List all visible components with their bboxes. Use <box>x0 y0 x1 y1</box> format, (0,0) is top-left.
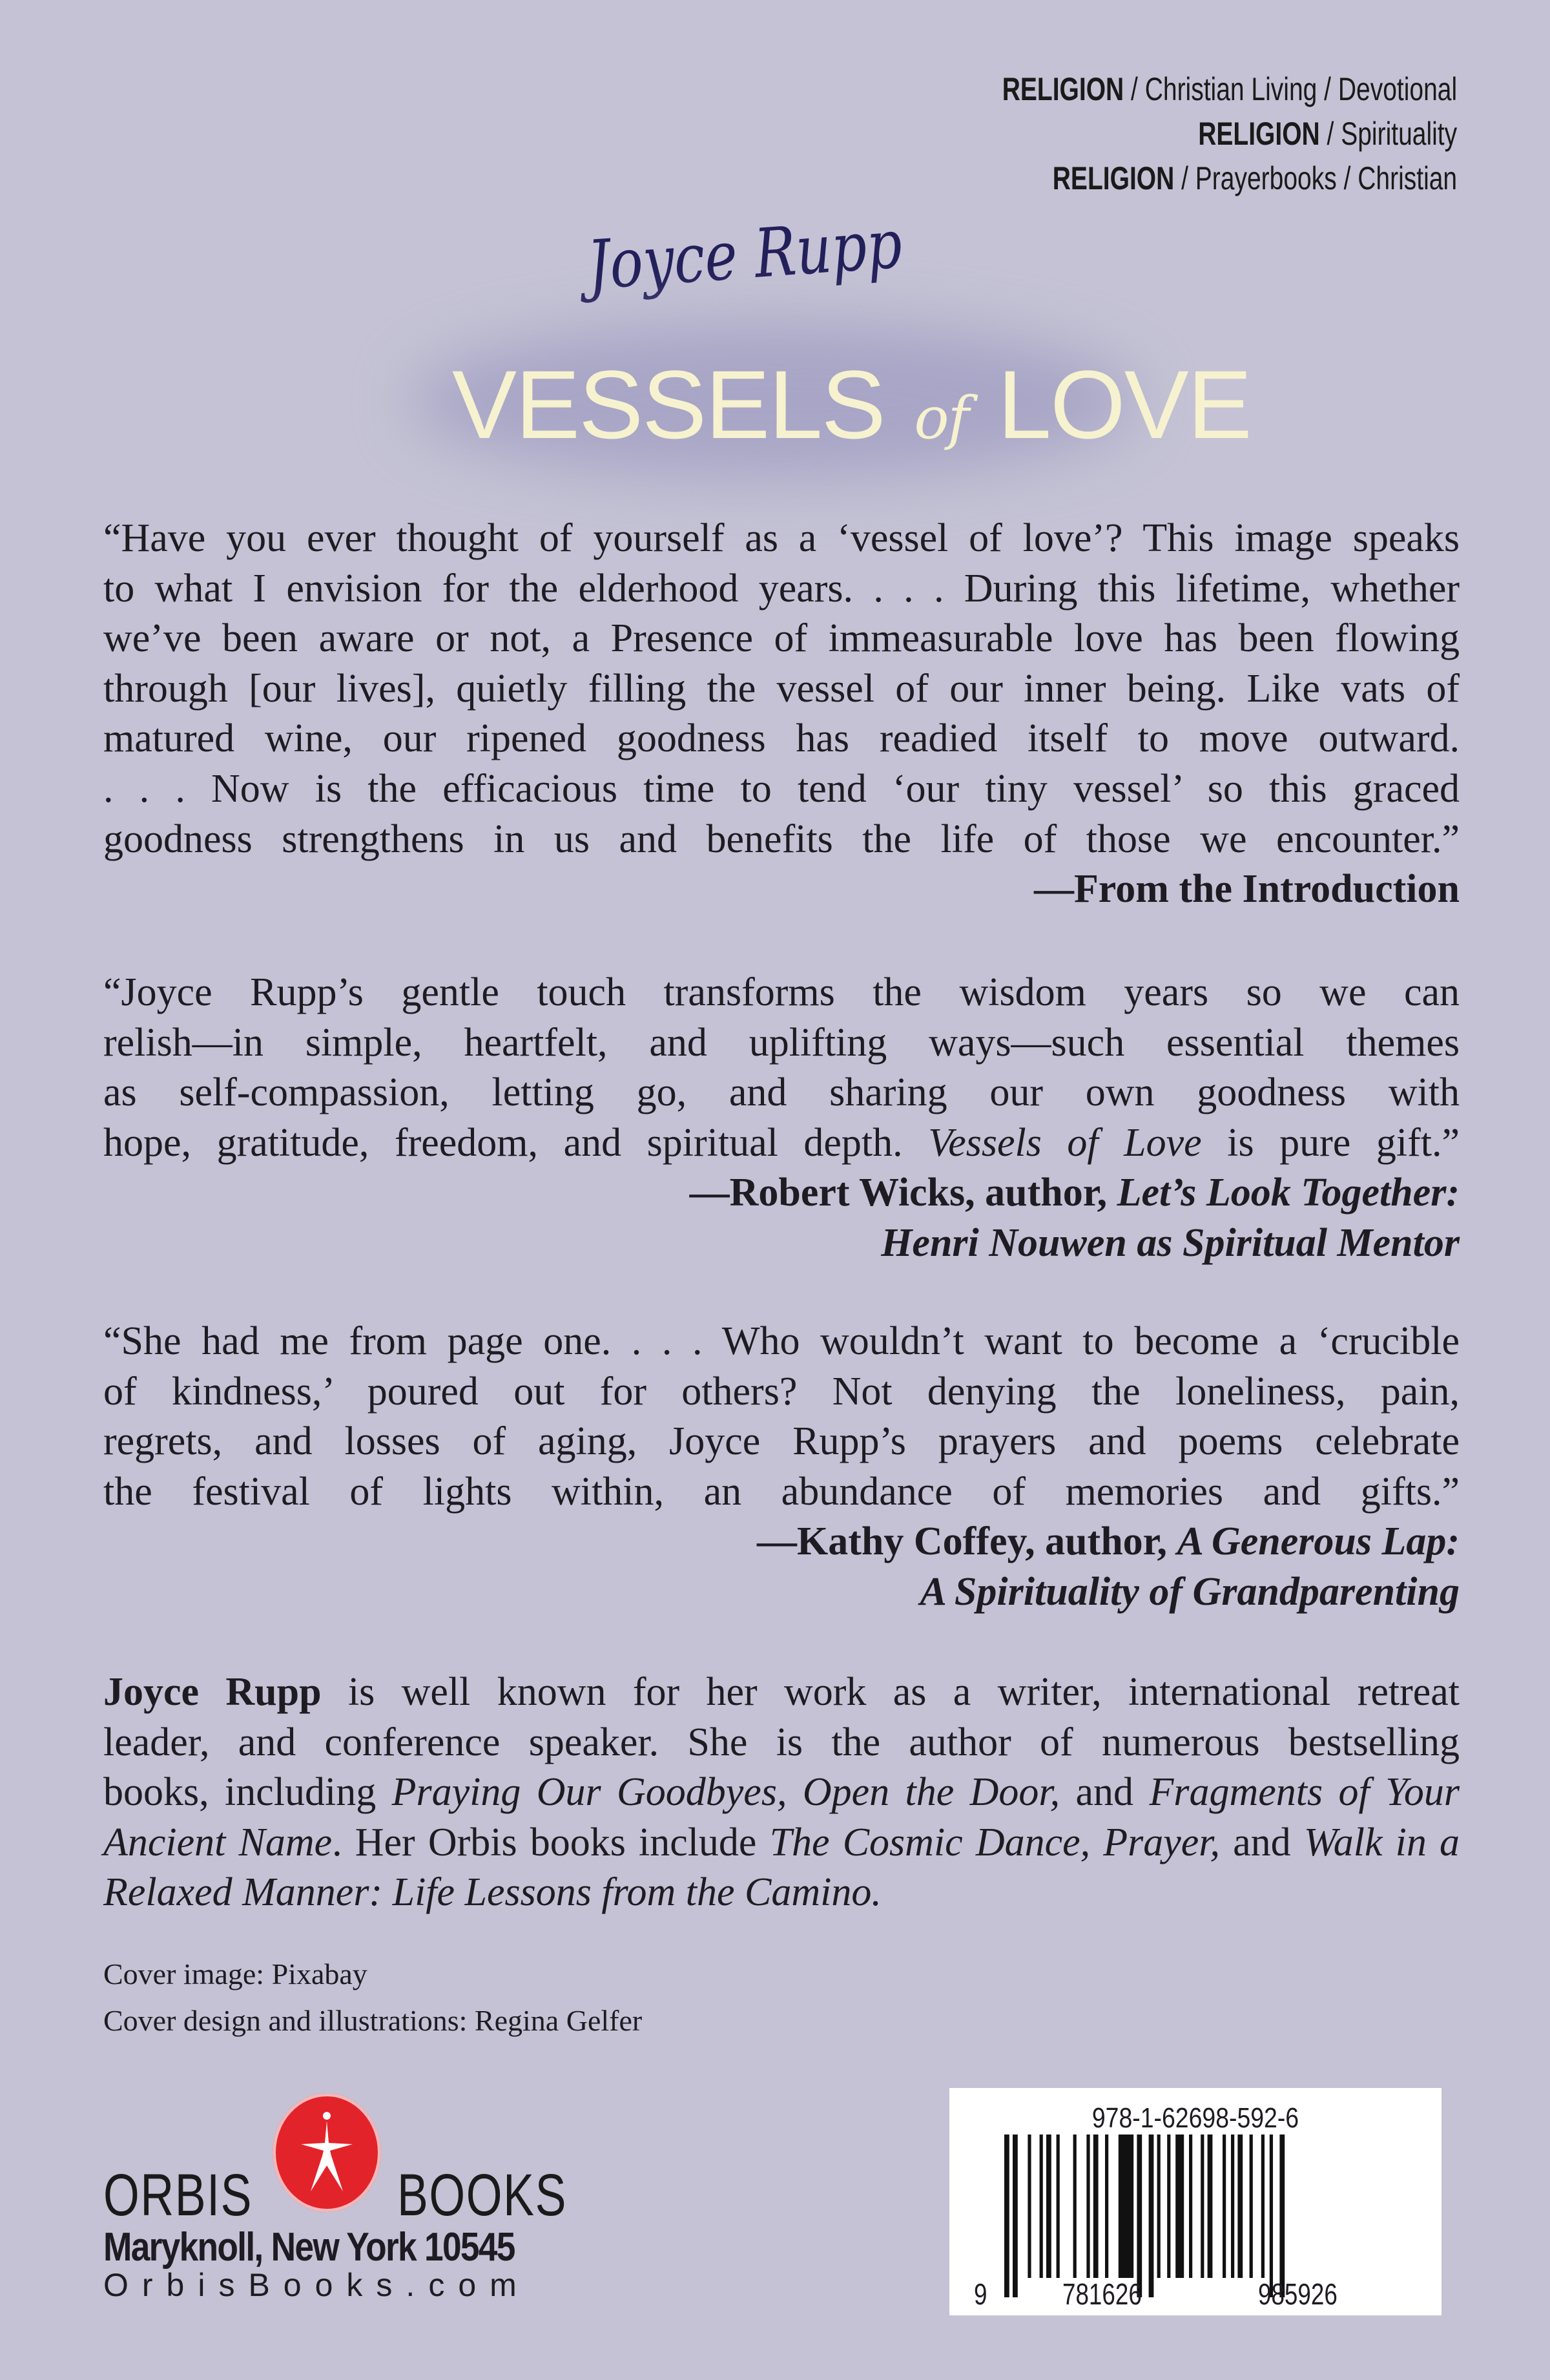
publisher-address: Maryknoll, New York 10545 <box>103 2225 515 2270</box>
barcode-bar <box>1231 2135 1234 2278</box>
isbn-barcode <box>949 2088 1442 2315</box>
orbis-figure-icon <box>273 2093 381 2212</box>
barcode-bar <box>1175 2135 1184 2278</box>
category-rest: / Prayerbooks / Christian <box>1174 160 1457 196</box>
text-line <box>103 1068 1460 1118</box>
text-line <box>103 514 1460 564</box>
text-line <box>103 1417 1460 1467</box>
barcode-bar <box>1270 2135 1273 2297</box>
text-segment: books, including <box>103 1770 392 1815</box>
text-line <box>103 614 1460 664</box>
barcode-digit-first: 9 <box>974 2277 987 2311</box>
text-segment: “Joyce Rupp’s gentle touch transforms the wisdom years so we can <box>103 970 1460 1014</box>
category-main: RELIGION <box>1198 116 1320 152</box>
logo-word-books: BOOKS <box>397 2162 568 2228</box>
barcode-bars <box>949 2088 1442 2315</box>
barcode-bar <box>1157 2135 1161 2278</box>
attribution-line <box>103 1218 1460 1269</box>
text-segment: “She had me from page one. . . . Who wouldn’t want to become a ‘crucible <box>103 1319 1460 1363</box>
text-segment: relish—in simple, heartfelt, and uplifting ways—such essential themes <box>103 1020 1460 1065</box>
barcode-bar <box>1086 2135 1090 2278</box>
text-segment: Ancient Name <box>103 1820 333 1864</box>
barcode-bar <box>1149 2135 1154 2297</box>
attribution-line <box>103 864 1460 915</box>
title-of: of <box>914 384 968 452</box>
barcode-bar <box>1013 2135 1018 2297</box>
text-segment: and <box>1220 1820 1304 1864</box>
text-segment: and <box>1060 1770 1150 1815</box>
attribution-line <box>103 1168 1460 1218</box>
text-segment: Relaxed Manner: Life Lessons from the Camino. <box>103 1870 882 1915</box>
text-line <box>103 815 1460 865</box>
barcode-bar <box>1046 2135 1051 2278</box>
text-line <box>103 1667 1460 1718</box>
attribution-line <box>103 1517 1460 1567</box>
bisac-categories <box>874 67 1457 201</box>
title-part: VESSELS <box>452 350 885 459</box>
barcode-bar <box>1137 2135 1142 2297</box>
text-segment: to what I envision for the elderhood years. . . . During this lifetime, whether <box>103 566 1460 611</box>
text-segment: Henri Nouwen as Spiritual Mentor <box>881 1220 1460 1265</box>
endorsement-quote <box>103 514 1460 915</box>
barcode-bar <box>1237 2135 1243 2278</box>
text-segment: is well known for her work as a writer, international retreat <box>321 1670 1460 1714</box>
barcode-bar <box>1250 2135 1253 2278</box>
publisher-logo <box>103 2093 568 2306</box>
publisher-website: OrbisBooks.com <box>103 2267 530 2303</box>
barcode-bar <box>1201 2135 1204 2278</box>
barcode-bar <box>1167 2135 1170 2278</box>
text-line <box>103 1118 1460 1169</box>
text-line <box>103 1818 1460 1868</box>
text-segment: through [our lives], quietly filling the vessel of our inner being. Like vats of <box>103 666 1460 711</box>
attribution-line <box>103 1567 1460 1618</box>
text-segment: Praying Our Goodbyes, Open the Door, <box>391 1770 1060 1815</box>
text-line <box>103 764 1460 815</box>
barcode-bar <box>1223 2135 1226 2278</box>
barcode-bar <box>1208 2135 1213 2278</box>
barcode-bar <box>1093 2135 1099 2278</box>
text-segment: the festival of lights within, an abundance of memories and gifts.” <box>103 1469 1460 1514</box>
text-segment: of kindness,’ poured out for others? Not denying the loneliness, pain, <box>103 1369 1460 1414</box>
text-segment: Fragments of Your <box>1149 1770 1460 1815</box>
text-line <box>103 664 1460 715</box>
book-title <box>452 349 1251 461</box>
text-segment: . Her Orbis books include <box>332 1820 770 1864</box>
text-segment: —Kathy Coffey, author, <box>757 1519 1177 1564</box>
text-segment: we’ve been aware or not, a Presence of immeasurable love has been flowing <box>103 616 1460 661</box>
text-line <box>103 714 1460 764</box>
text-line <box>103 564 1460 614</box>
endorsement-quote <box>103 968 1460 1269</box>
barcode-bar <box>1261 2135 1265 2278</box>
title-part: LOVE <box>997 350 1251 459</box>
text-line <box>103 1718 1460 1768</box>
cover-design-credit: Cover design and illustrations: Regina Gelfer <box>103 2004 643 2037</box>
text-segment: The Cosmic Dance, Prayer, <box>769 1820 1221 1864</box>
text-segment: Vessels of Love <box>928 1120 1202 1165</box>
barcode-bar <box>1028 2135 1031 2278</box>
barcode-bar <box>1189 2135 1192 2278</box>
barcode-digits-right: 985926 <box>1258 2277 1338 2311</box>
author-bio <box>103 1667 1460 1918</box>
category-rest: / Christian Living / Devotional <box>1124 71 1457 107</box>
barcode-bar <box>1040 2135 1043 2278</box>
text-segment: A Generous Lap: <box>1177 1519 1460 1564</box>
barcode-bar <box>1057 2135 1060 2278</box>
text-segment: . . . Now is the efficacious time to tend ‘our tiny vessel’ so this graced <box>103 766 1460 811</box>
text-line <box>103 1317 1460 1367</box>
barcode-bar <box>1073 2135 1077 2278</box>
text-segment: hope, gratitude, freedom, and spiritual depth. <box>103 1120 929 1165</box>
category-main: RELIGION <box>1002 71 1124 107</box>
text-segment: Joyce Rupp <box>103 1670 322 1714</box>
text-segment: leader, and conference speaker. She is the author of numerous bestselling <box>103 1720 1460 1764</box>
author-signature: Joyce Rupp <box>584 204 905 305</box>
barcode-bar <box>1004 2135 1009 2297</box>
text-segment: —Robert Wicks, author, <box>689 1171 1117 1215</box>
logo-word-orbis: ORBIS <box>103 2162 253 2228</box>
text-line <box>103 1367 1460 1417</box>
text-segment: Let’s Look Together: <box>1117 1171 1460 1215</box>
barcode-bar <box>1119 2135 1133 2278</box>
category-rest: / Spirituality <box>1319 116 1457 152</box>
category-line <box>1002 112 1457 156</box>
endorsement-quote <box>103 1317 1460 1618</box>
text-line <box>103 1018 1460 1069</box>
barcode-digits-left: 781626 <box>1062 2277 1142 2311</box>
isbn-text: 978-1-62698-592-6 <box>1091 2102 1299 2134</box>
credits <box>103 1951 642 2044</box>
barcode-bar <box>1105 2135 1108 2278</box>
text-segment: —From the Introduction <box>1033 867 1460 912</box>
category-line <box>1002 67 1457 112</box>
text-line <box>103 1467 1460 1518</box>
text-segment: is pure gift.” <box>1201 1120 1460 1165</box>
category-line <box>1002 156 1457 201</box>
category-main: RELIGION <box>1052 160 1175 196</box>
cover-image-credit: Cover image: Pixabay <box>103 1957 367 1990</box>
text-line <box>103 1768 1460 1818</box>
text-segment: matured wine, our ripened goodness has readied itself to move outward. <box>103 716 1460 761</box>
text-segment: goodness strengthens in us and benefits the life of those we encounter.” <box>103 817 1460 861</box>
text-segment: “Have you ever thought of yourself as a ‘vessel of love’? This image speaks <box>103 516 1460 560</box>
barcode-bar <box>1279 2135 1285 2297</box>
text-segment: A Spirituality of Grandparenting <box>920 1569 1460 1614</box>
text-segment: Walk in a <box>1303 1820 1460 1864</box>
text-segment: as self-compassion, letting go, and sharing our own goodness with <box>103 1070 1460 1115</box>
text-segment: regrets, and losses of aging, Joyce Rupp’s prayers and poems celebrate <box>103 1419 1460 1464</box>
text-line <box>103 1868 1460 1918</box>
text-line <box>103 968 1460 1018</box>
